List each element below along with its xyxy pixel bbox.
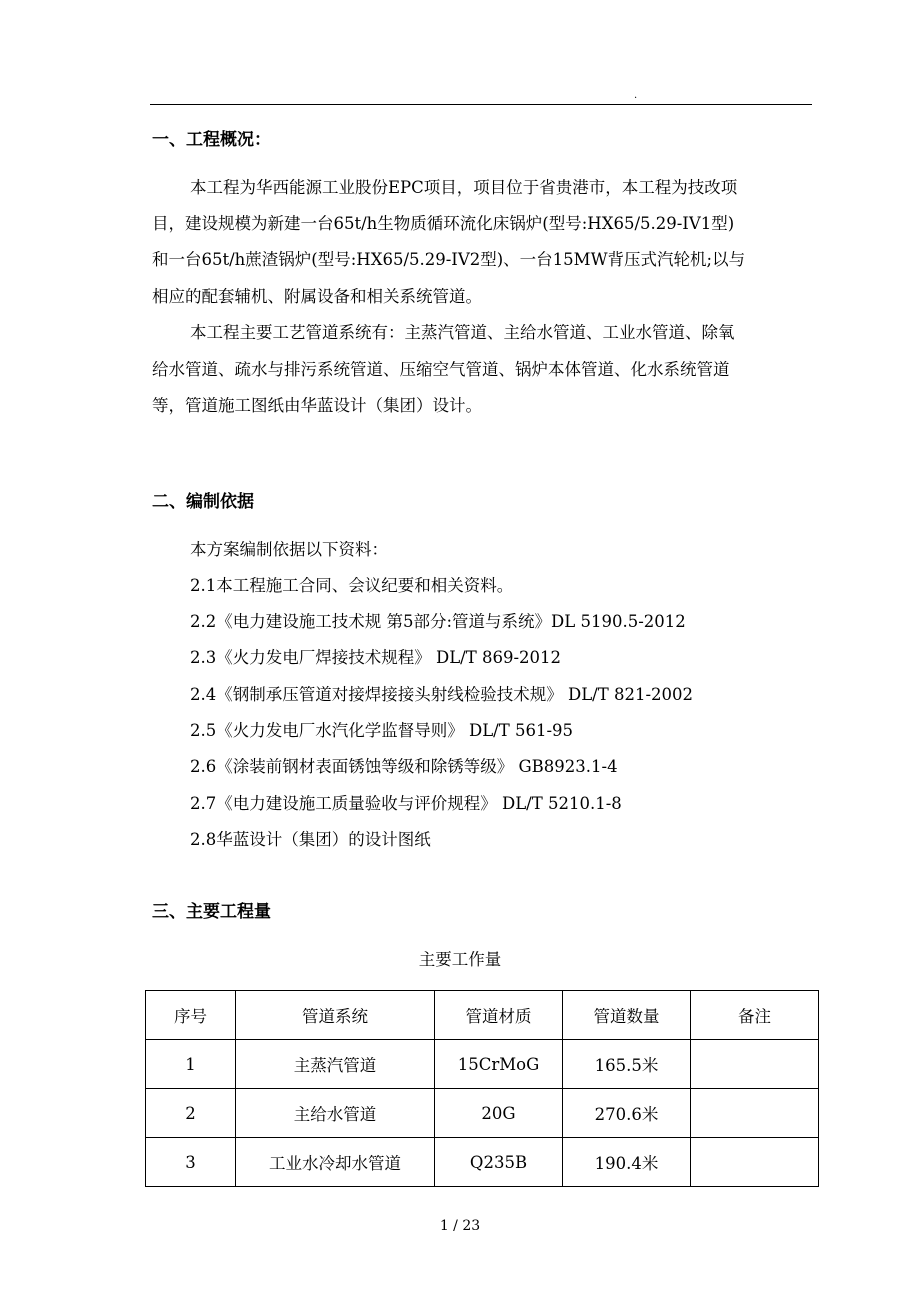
- paragraph-line: 等，管道施工图纸由华蓝设计（集团）设计。: [152, 396, 482, 415]
- header-rule: [150, 104, 812, 105]
- table-cell: [691, 1138, 819, 1187]
- reference-item: 2.4《钢制承压管道对接焊接接头射线检验技术规》 DL/T 821-2002: [190, 685, 694, 704]
- paragraph-line: 本工程主要工艺管道系统有：主蒸汽管道、主给水管道、工业水管道、除氧: [190, 323, 735, 342]
- reference-item: 2.6《涂装前钢材表面锈蚀等级和除锈等级》 GB8923.1-4: [190, 757, 618, 776]
- table-cell: 15CrMoG: [435, 1040, 563, 1089]
- table-cell: Q235B: [435, 1138, 563, 1187]
- section-2-heading: 二、编制依据: [152, 492, 254, 512]
- reference-item: 2.3《火力发电厂焊接技术规程》 DL/T 869-2012: [190, 648, 562, 667]
- table-row: [146, 1089, 819, 1138]
- table-cell: 165.5米: [563, 1040, 691, 1089]
- table-row: [146, 1040, 819, 1089]
- paragraph-line: 本工程为华西能源工业股份EPC项目，项目位于省贵港市，本工程为技改项: [190, 178, 738, 197]
- table-cell: 270.6米: [563, 1089, 691, 1138]
- table-caption: 主要工作量: [418, 950, 502, 969]
- header-cell-system: 管道系统: [236, 991, 435, 1040]
- reference-item: 2.5《火力发电厂水汽化学监督导则》 DL/T 561-95: [190, 721, 574, 740]
- table-cell: [691, 1040, 819, 1089]
- table-header-row: [146, 991, 819, 1040]
- reference-item: 2.7《电力建设施工质量验收与评价规程》 DL/T 5210.1-8: [190, 794, 622, 813]
- header-cell-material: 管道材质: [435, 991, 563, 1040]
- reference-item: 2.8华蓝设计（集团）的设计图纸: [190, 830, 431, 849]
- table-cell: 190.4米: [563, 1138, 691, 1187]
- table-cell: 20G: [435, 1089, 563, 1138]
- table-row: [146, 1138, 819, 1187]
- reference-intro: 本方案编制依据以下资料：: [190, 540, 388, 559]
- table-cell: 主给水管道: [236, 1089, 435, 1138]
- paragraph-line: 目，建设规模为新建一台65t/h生物质循环流化床锅炉(型号:HX65/5.29-IV1型): [152, 214, 735, 233]
- section-3-heading: 三、主要工程量: [152, 902, 271, 922]
- page-number: 1 / 23: [439, 1218, 481, 1234]
- table-cell: 工业水冷却水管道: [236, 1138, 435, 1187]
- header-cell-remark: 备注: [691, 991, 819, 1040]
- reference-item: 2.1本工程施工合同、会议纪要和相关资料。: [190, 576, 514, 595]
- table-cell: 1: [146, 1040, 236, 1089]
- header-cell-index: 序号: [146, 991, 236, 1040]
- table-cell: [691, 1089, 819, 1138]
- header-mark: .: [634, 90, 638, 101]
- header-cell-quantity: 管道数量: [563, 991, 691, 1040]
- section-1-heading: 一、工程概况：: [152, 130, 271, 150]
- table-cell: 主蒸汽管道: [236, 1040, 435, 1089]
- quantity-table: [145, 990, 819, 1187]
- table-cell: 3: [146, 1138, 236, 1187]
- reference-item: 2.2《电力建设施工技术规 第5部分:管道与系统》DL 5190.5-2012: [190, 612, 686, 631]
- paragraph-line: 给水管道、疏水与排污系统管道、压缩空气管道、锅炉本体管道、化水系统管道: [152, 360, 730, 379]
- table-cell: 2: [146, 1089, 236, 1138]
- paragraph-line: 和一台65t/h蔗渣锅炉(型号:HX65/5.29-IV2型)、一台15MW背压式汽轮机;以与: [152, 250, 746, 269]
- paragraph-line: 相应的配套辅机、附属设备和相关系统管道。: [152, 287, 482, 306]
